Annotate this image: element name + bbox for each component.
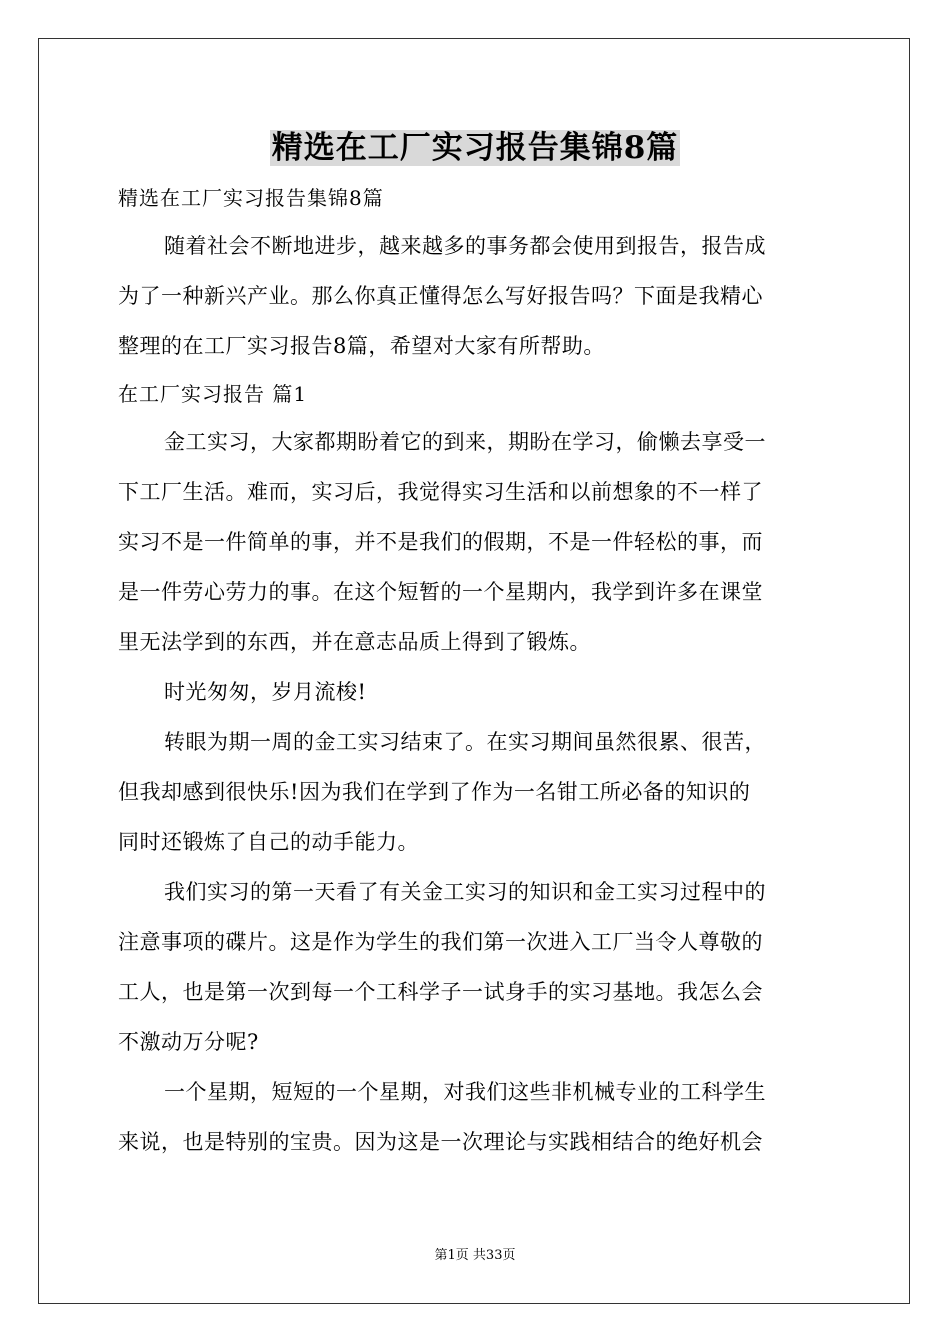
intro-line: 随着社会不断地进步，越来越多的事务都会使用到报告，报告成 <box>164 234 766 258</box>
paragraph-line: 同时还锻炼了自己的动手能力。 <box>118 830 419 854</box>
intro-line: 整理的在工厂实习报告8篇，希望对大家有所帮助。 <box>118 334 605 358</box>
paragraph-line: 里无法学到的东西，并在意志品质上得到了锻炼。 <box>118 630 591 654</box>
paragraph-line: 但我却感到很快乐!因为我们在学到了作为一名钳工所必备的知识的 <box>118 780 751 804</box>
paragraph-line: 转眼为期一周的金工实习结束了。在实习期间虽然很累、很苦， <box>164 730 766 754</box>
section-heading: 在工厂实习报告 篇1 <box>118 382 308 406</box>
document-title: 精选在工厂实习报告集锦8篇 <box>271 130 679 166</box>
paragraph-line: 来说，也是特别的宝贵。因为这是一次理论与实践相结合的绝好机会 <box>118 1130 763 1154</box>
intro-line: 为了一种新兴产业。那么你真正懂得怎么写好报告吗？下面是我精心 <box>118 284 763 308</box>
paragraph-line: 不激动万分呢? <box>118 1030 259 1054</box>
paragraph-line: 时光匆匆，岁月流梭! <box>164 680 367 704</box>
paragraph-line: 是一件劳心劳力的事。在这个短暂的一个星期内，我学到许多在课堂 <box>118 580 763 604</box>
paragraph-line: 工人，也是第一次到每一个工科学子一试身手的实习基地。我怎么会 <box>118 980 763 1004</box>
paragraph-line: 注意事项的碟片。这是作为学生的我们第一次进入工厂当令人尊敬的 <box>118 930 763 954</box>
paragraph-line: 下工厂生活。难而，实习后，我觉得实习生活和以前想象的不一样了 <box>118 480 763 504</box>
document-body <box>118 175 836 1167</box>
document-subtitle: 精选在工厂实习报告集锦8篇 <box>118 186 384 210</box>
page-number-footer: 第1页 共33页 <box>434 1248 516 1263</box>
paragraph-line: 我们实习的第一天看了有关金工实习的知识和金工实习过程中的 <box>164 880 766 904</box>
paragraph-line: 实习不是一件简单的事，并不是我们的假期，不是一件轻松的事，而 <box>118 530 763 554</box>
paragraph-line: 一个星期，短短的一个星期，对我们这些非机械专业的工科学生 <box>164 1080 766 1104</box>
paragraph-line: 金工实习，大家都期盼着它的到来，期盼在学习，偷懒去享受一 <box>164 430 766 454</box>
